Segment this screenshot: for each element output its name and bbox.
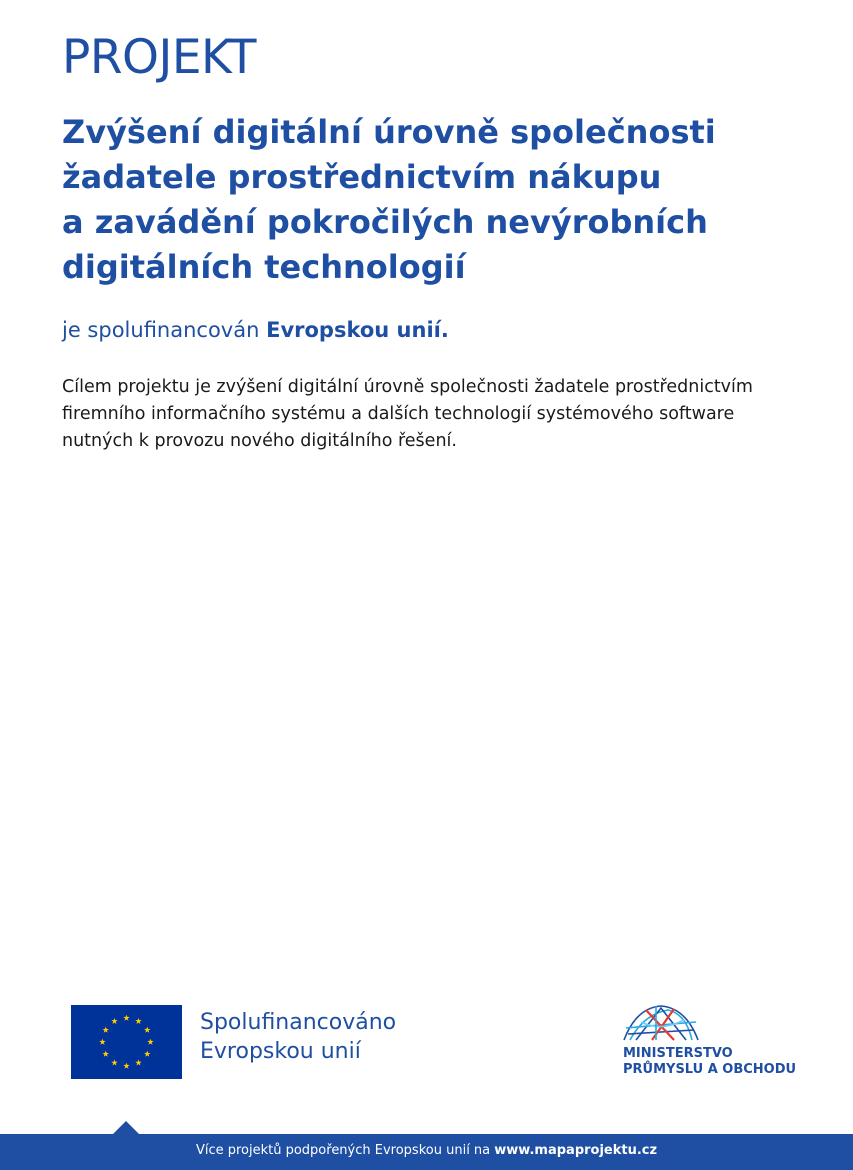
eu-cofinancing-logo-text	[200, 1008, 396, 1066]
eu-star	[135, 1018, 141, 1024]
eu-star	[135, 1059, 141, 1065]
eu-star	[123, 1015, 129, 1021]
description-line: nutných k provozu nového digitálního řešení.	[62, 431, 457, 451]
footer-link[interactable]: www.mapaprojektu.cz	[494, 1143, 658, 1158]
ministry-logo-text	[623, 1046, 796, 1078]
ministry-line2: PRŮMYSLU A OBCHODU	[623, 1062, 797, 1077]
footer-notch	[113, 1121, 139, 1134]
title-line: Zvýšení digitální úrovně společnosti	[62, 113, 716, 151]
eu-star	[123, 1063, 129, 1069]
cofinancing-emphasis: Evropskou unií.	[266, 318, 449, 342]
eu-star	[102, 1027, 108, 1033]
footer-label: Více projektů podpořených Evropskou unií na	[195, 1143, 491, 1158]
project-title	[62, 110, 822, 290]
cofinancing-prefix: je spolufinancován	[62, 318, 260, 342]
ministry-line1: MINISTERSTVO	[623, 1046, 733, 1061]
description-line: Cílem projektu je zvýšení digitální úrovně společnosti žadatele prostřednictvím	[62, 377, 753, 397]
eu-star	[102, 1051, 108, 1057]
project-label: PROJEKT	[62, 30, 256, 85]
project-description	[62, 374, 822, 455]
title-line: žadatele prostřednictvím nákupu	[62, 158, 662, 196]
description-line: firemního informačního systému a dalších technologií systémového software	[62, 404, 735, 424]
eu-stars	[71, 1005, 182, 1079]
ministry-globe-icon	[616, 1000, 706, 1050]
cofinancing-statement	[62, 318, 449, 342]
title-line: a zavádění pokročilých nevýrobních	[62, 203, 708, 241]
eu-star	[111, 1018, 117, 1024]
eu-logo-line1: Spolufinancováno	[200, 1010, 397, 1035]
footer-text	[0, 1143, 853, 1158]
eu-star	[111, 1059, 117, 1065]
title-line: digitálních technologií	[62, 248, 466, 286]
eu-star	[99, 1039, 105, 1045]
eu-flag-icon	[71, 1005, 182, 1079]
eu-star	[144, 1027, 150, 1033]
eu-star	[144, 1051, 150, 1057]
eu-logo-line2: Evropskou unií	[200, 1039, 361, 1064]
eu-star	[147, 1039, 153, 1045]
